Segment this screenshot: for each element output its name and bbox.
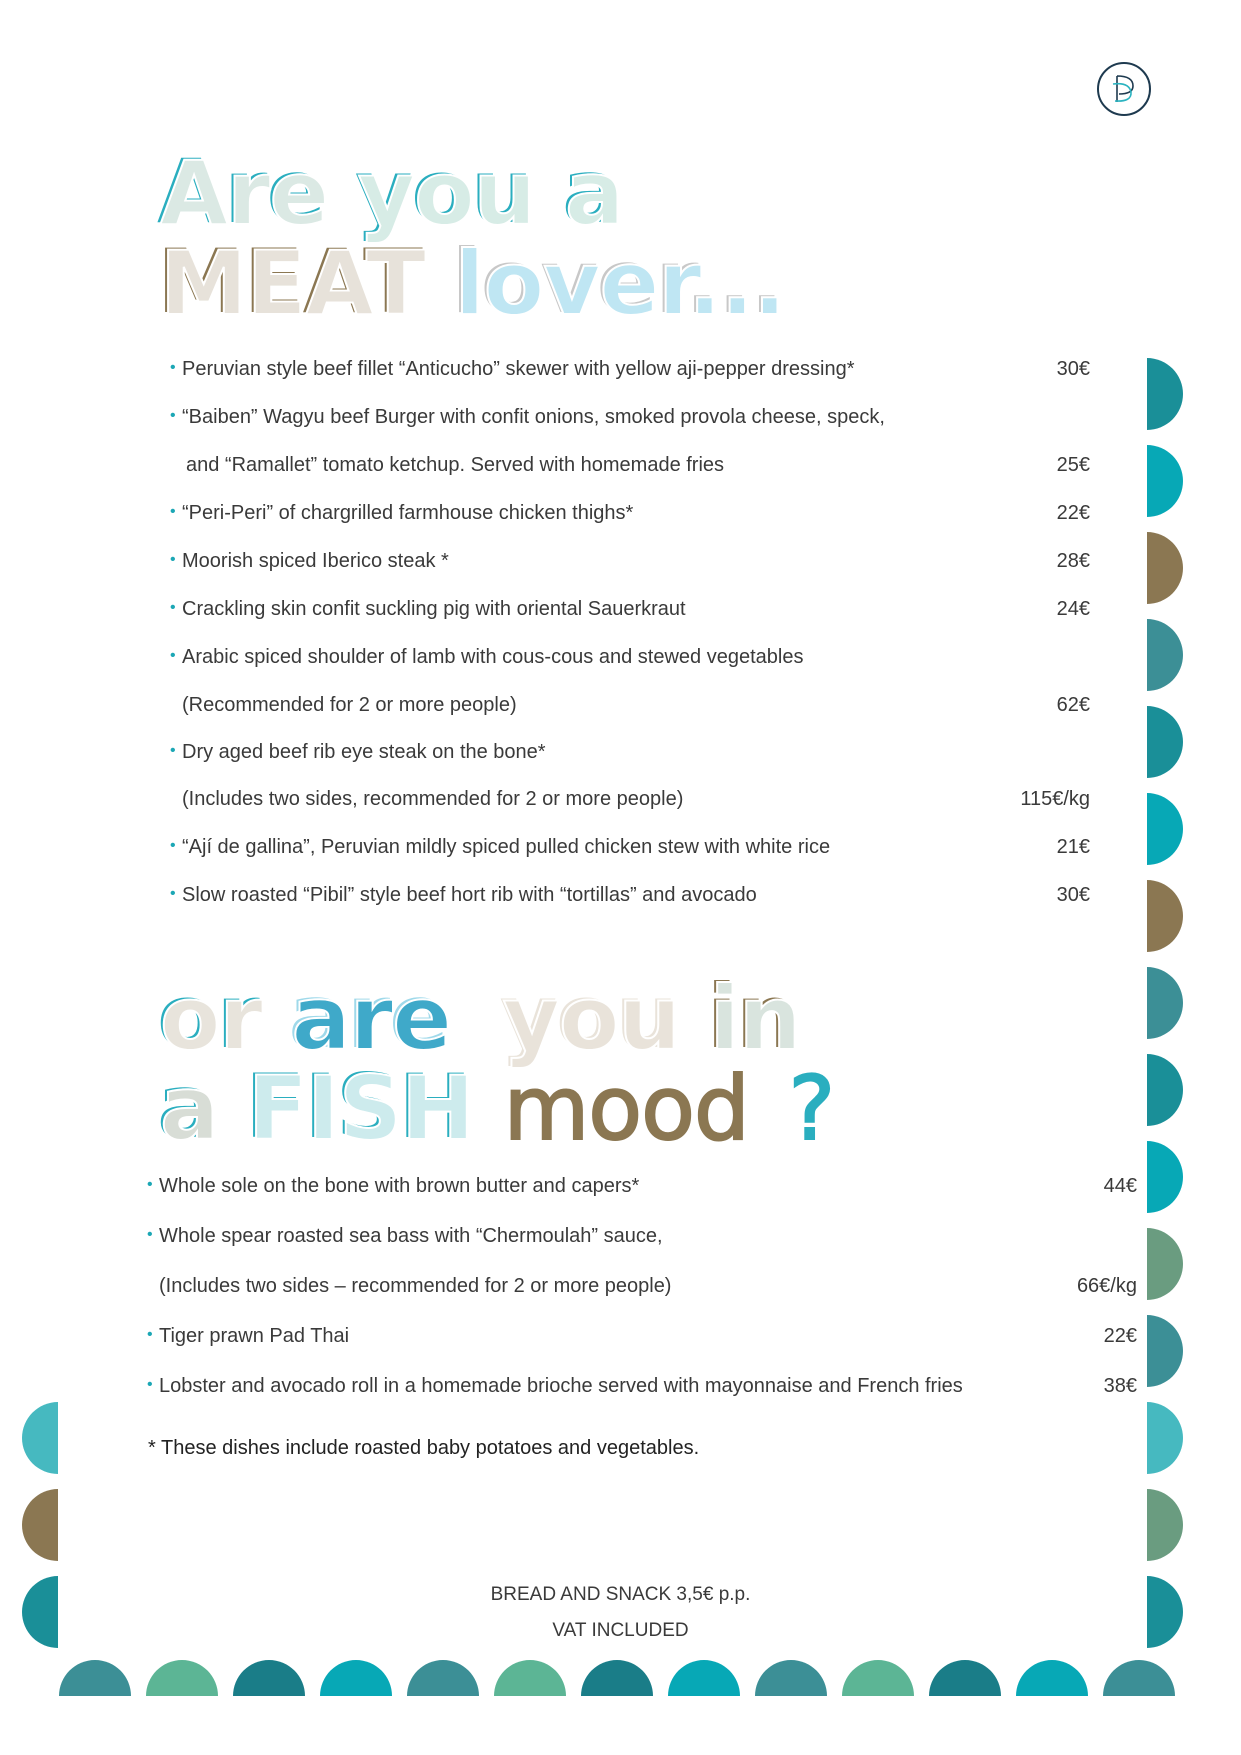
dish-name: (Recommended for 2 or more people) [182, 694, 517, 716]
decorative-half-circle [1111, 1489, 1183, 1561]
menu-item [170, 406, 885, 454]
heading-word-meat: MEAT [160, 232, 425, 335]
bullet-icon: • [170, 407, 176, 424]
bullet-icon: • [170, 599, 176, 616]
fish-heading-line-1 [160, 967, 801, 1070]
dish-price: 66€/kg [1076, 1275, 1137, 1297]
dish-price: 38€ [1103, 1375, 1137, 1397]
heading-word-question-mark: ? [788, 1057, 835, 1160]
dish-name: “Baiben” Wagyu beef Burger with confit onions, smoked provola cheese, speck, [182, 406, 885, 428]
dish-price: 30€ [1056, 358, 1090, 380]
decorative-half-circle [59, 1660, 131, 1732]
bullet-icon: • [170, 359, 176, 376]
menu-item [170, 502, 1090, 550]
decorative-half-circle [1111, 706, 1183, 778]
dish-name: Whole spear roasted sea bass with “Chermoulah” sauce, [159, 1225, 663, 1247]
menu-item [147, 1175, 1137, 1225]
heading-word-you: you [357, 142, 536, 245]
decorative-half-circle [1016, 1660, 1088, 1732]
decorative-half-circle [581, 1660, 653, 1732]
dish-price: 22€ [1056, 502, 1090, 524]
dish-price: 30€ [1056, 884, 1090, 906]
bullet-icon: • [170, 551, 176, 568]
decorative-half-circle [1111, 619, 1183, 691]
dish-price: 28€ [1056, 550, 1090, 572]
decorative-half-circle [1111, 793, 1183, 865]
footnote: * These dishes include roasted baby potatoes and vegetables. [148, 1437, 700, 1459]
bullet-icon: • [170, 837, 176, 854]
bullet-icon: • [170, 647, 176, 664]
menu-item [170, 550, 1090, 598]
dish-name: Dry aged beef rib eye steak on the bone* [182, 741, 546, 763]
decorative-half-circle [755, 1660, 827, 1732]
dish-price: 21€ [1056, 836, 1090, 858]
monogram-logo-icon [1097, 62, 1151, 116]
meat-heading-line-2 [160, 232, 786, 335]
dish-name: Lobster and avocado roll in a homemade brioche served with mayonnaise and French fries [159, 1375, 963, 1397]
bullet-icon: • [147, 1376, 153, 1393]
dish-name: Whole sole on the bone with brown butter and capers* [159, 1175, 640, 1197]
decorative-half-circle [146, 1660, 218, 1732]
dish-name: and “Ramallet” tomato ketchup. Served with homemade fries [186, 454, 725, 476]
menu-item [159, 1275, 1137, 1325]
decorative-half-circle [1103, 1660, 1175, 1732]
heading-word-you-2: you [502, 967, 681, 1070]
heading-word-in: in [709, 967, 801, 1070]
dish-price: 115€/kg [1020, 788, 1090, 810]
menu-item [147, 1325, 1137, 1375]
menu-item [182, 788, 1090, 836]
menu-item [170, 741, 885, 788]
menu-item [170, 836, 1090, 884]
decorative-half-circle [842, 1660, 914, 1732]
fish-menu-list [147, 1175, 1137, 1425]
decorative-half-circle [22, 1489, 94, 1561]
menu-item [170, 358, 1090, 406]
menu-item [182, 694, 1090, 741]
decorative-half-circle [1111, 1402, 1183, 1474]
dish-price: 25€ [1056, 454, 1090, 476]
heading-word-are-2: are [291, 967, 451, 1070]
heading-word-a-2: a [160, 1057, 219, 1160]
dish-price: 62€ [1056, 694, 1090, 716]
heading-word-or: or [160, 967, 262, 1070]
heading-word-are: Are [160, 142, 329, 245]
dish-name: (Includes two sides, recommended for 2 or more people) [182, 788, 684, 810]
bullet-icon: • [170, 503, 176, 520]
vat-notice: VAT INCLUDED [552, 1620, 689, 1641]
bullet-icon: • [147, 1226, 153, 1243]
bullet-icon: • [170, 885, 176, 902]
dish-name: “Ají de gallina”, Peruvian mildly spiced pulled chicken stew with white rice [182, 836, 831, 858]
dish-name: “Peri-Peri” of chargrilled farmhouse chicken thighs* [182, 502, 634, 524]
menu-item [170, 646, 885, 694]
heading-word-lover: lover... [454, 232, 786, 335]
bullet-icon: • [147, 1176, 153, 1193]
decorative-half-circle [668, 1660, 740, 1732]
dish-name: Arabic spiced shoulder of lamb with cous-cous and stewed vegetables [182, 646, 804, 668]
dish-name: (Includes two sides – recommended for 2 or more people) [159, 1275, 672, 1297]
decorative-half-circle [494, 1660, 566, 1732]
meat-heading-line-1 [160, 142, 624, 245]
decorative-half-circle [233, 1660, 305, 1732]
bullet-icon: • [147, 1326, 153, 1343]
bullet-icon: • [170, 742, 176, 759]
heading-word-a: a [564, 142, 624, 245]
dish-name: Tiger prawn Pad Thai [159, 1325, 350, 1347]
meat-menu-list [170, 358, 1090, 932]
decorative-half-circle [1111, 532, 1183, 604]
dish-price: 22€ [1103, 1325, 1137, 1347]
decorative-half-circle [22, 1402, 94, 1474]
decorative-half-circle [1111, 1054, 1183, 1126]
bread-charge: BREAD AND SNACK 3,5€ p.p. [490, 1584, 751, 1605]
fish-heading-line-2 [160, 1057, 835, 1160]
dish-name: Peruvian style beef fillet “Anticucho” skewer with yellow aji-pepper dressing* [182, 358, 855, 380]
heading-word-mood: mood [503, 1057, 749, 1160]
decorative-half-circle [1111, 967, 1183, 1039]
dish-name: Moorish spiced Iberico steak * [182, 550, 449, 572]
decorative-half-circle [1111, 445, 1183, 517]
menu-item [182, 454, 1090, 502]
decorative-half-circle [1111, 358, 1183, 430]
heading-word-fish: FISH [248, 1057, 474, 1160]
dish-price: 44€ [1103, 1175, 1137, 1197]
dish-name: Slow roasted “Pibil” style beef hort rib with “tortillas” and avocado [182, 884, 757, 906]
dish-price: 24€ [1056, 598, 1090, 620]
decorative-half-circle [407, 1660, 479, 1732]
menu-item [147, 1225, 963, 1275]
menu-item [170, 598, 1090, 646]
decorative-half-circle [1111, 880, 1183, 952]
menu-item [147, 1375, 1137, 1425]
decorative-half-circle [320, 1660, 392, 1732]
dish-name: Crackling skin confit suckling pig with oriental Sauerkraut [182, 598, 686, 620]
decorative-half-circle [929, 1660, 1001, 1732]
menu-item [170, 884, 1090, 932]
